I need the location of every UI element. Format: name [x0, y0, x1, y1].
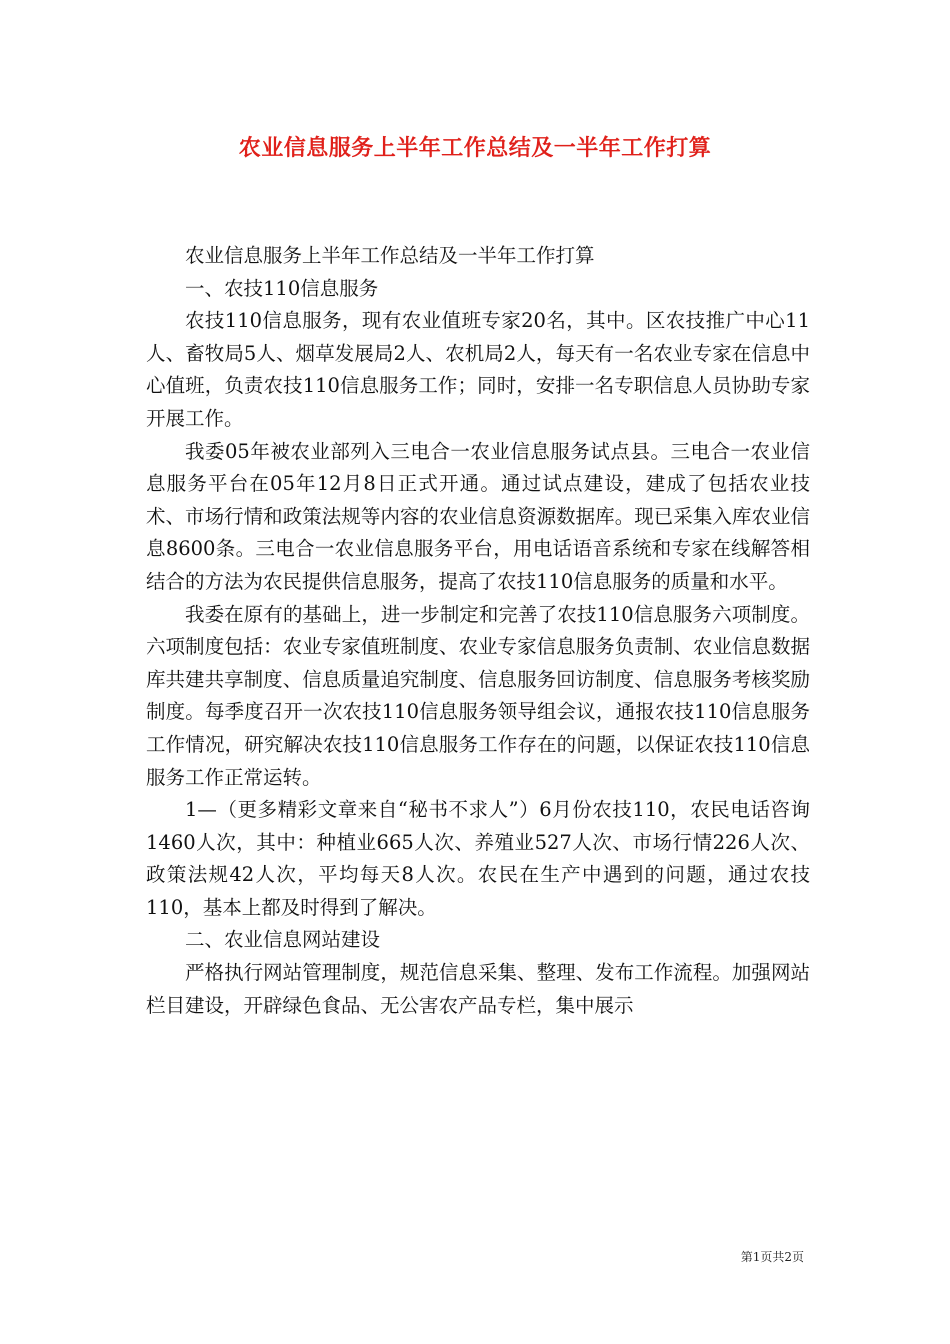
paragraph: 严格执行网站管理制度，规范信息采集、整理、发布工作流程。加强网站栏目建设，开辟绿色食品、无公害农产品专栏，集中展示: [146, 961, 810, 1017]
document-body: [146, 240, 810, 1022]
paragraph: 我委在原有的基础上，进一步制定和完善了农技110信息服务六项制度。六项制度包括：农业专家值班制度、农业专家信息服务负责制、农业信息数据库共建共享制度、信息质量追究制度、信息服务回访制度、信息服务考核奖励制度。每季度召开一次农技110信息服务领导组会议，通报农技110信息服务工作情况，研究解决农技110信息服务工作存在的问题，以保证农技110信息服务工作正常运转。: [146, 602, 810, 789]
section-heading-1: 一、农技110信息服务: [185, 276, 379, 300]
paragraph: 我委05年被农业部列入三电合一农业信息服务试点县。三电合一农业信息服务平台在05年12月8日正式开通。通过试点建设，建成了包括农业技术、市场行情和政策法规等内容的农业信息资源数据库。现已采集入库农业信息8600条。三电合一农业信息服务平台，用电话语音系统和专家在线解答相结合的方法为农民提供信息服务，提高了农技110信息服务的质量和水平。: [146, 439, 810, 593]
paragraph-subtitle: 农业信息服务上半年工作总结及一半年工作打算: [185, 244, 595, 267]
document-title: 农业信息服务上半年工作总结及一半年工作打算: [238, 135, 712, 161]
section-heading-2: 二、农业信息网站建设: [185, 928, 381, 952]
paragraph: 农技110信息服务，现有农业值班专家20名，其中。区农技推广中心11人、畜牧局5人、烟草发展局2人、农机局2人，每天有一名农业专家在信息中心值班，负责农技110信息服务工作；同时，安排一名专职信息人员协助专家开展工作。: [146, 309, 810, 430]
paragraph: 1—（更多精彩文章来自“秘书不求人”）6月份农技110，农民电话咨询1460人次，其中：种植业665人次、养殖业527人次、市场行情226人次、政策法规42人次，平均每天8人次。农民在生产中遇到的问题，通过农技110，基本上都及时得到了解决。: [146, 798, 810, 919]
page-number: 第1页共2页: [740, 1250, 804, 1264]
